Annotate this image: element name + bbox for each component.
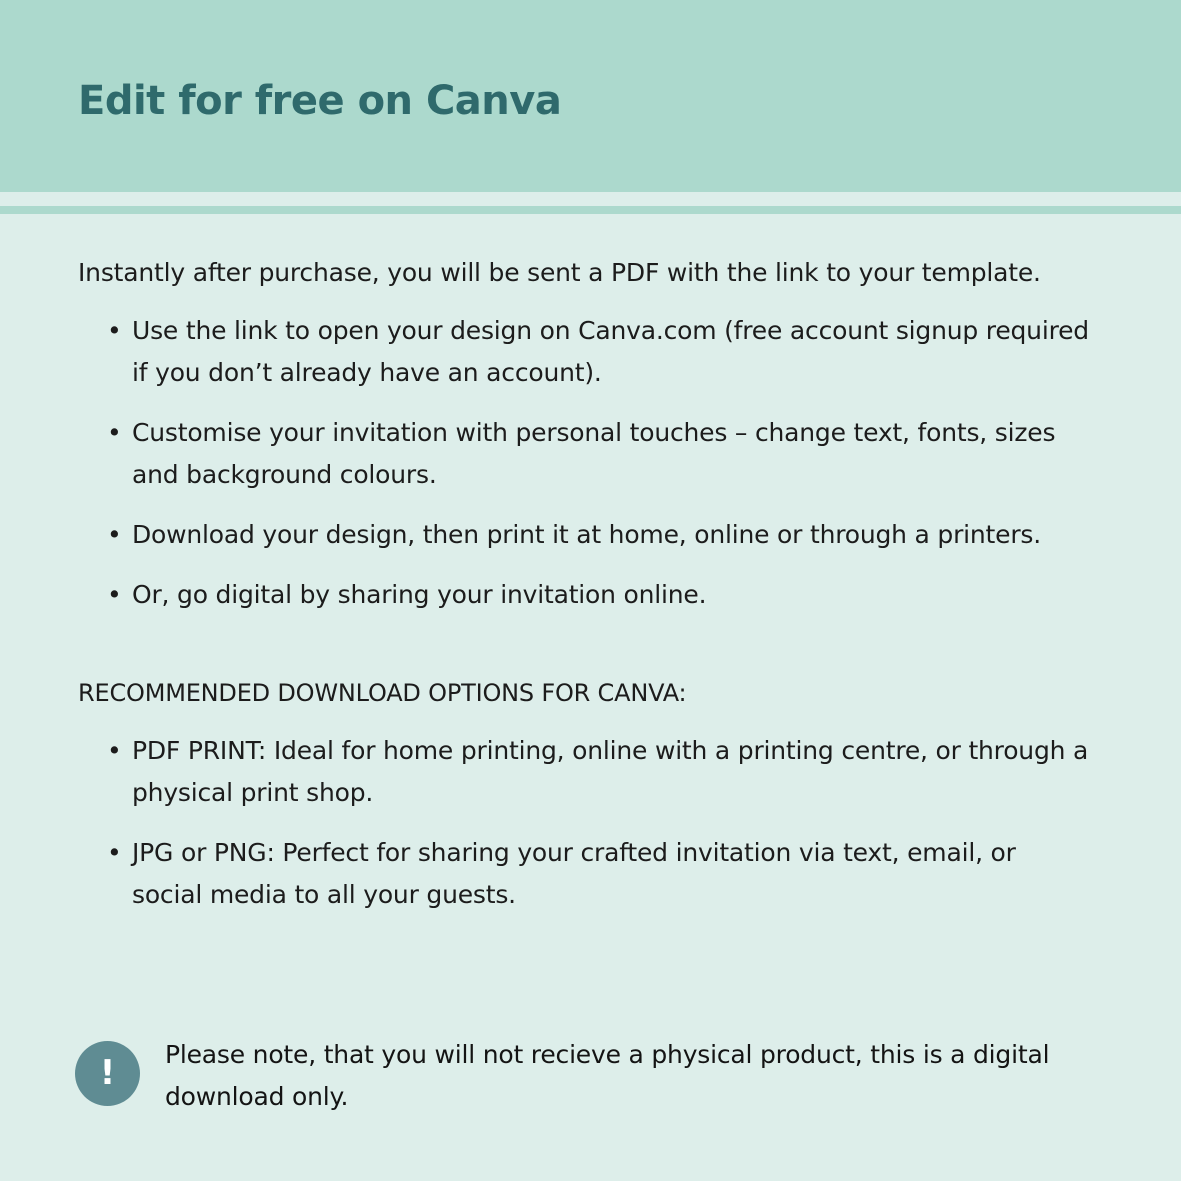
intro-text: Instantly after purchase, you will be sent a PDF with the link to your template. — [78, 258, 1041, 287]
list-item-text: PDF PRINT: Ideal for home printing, online with a printing centre, or through a physical print shop. — [132, 736, 1089, 807]
bullet-icon: • — [107, 838, 122, 867]
list-item — [78, 832, 1092, 916]
bullet-icon: • — [107, 316, 122, 345]
download-options-heading: RECOMMENDED DOWNLOAD OPTIONS FOR CANVA: — [78, 679, 687, 707]
main-content — [78, 252, 1138, 934]
header-divider-stripe — [0, 206, 1181, 214]
bullet-icon: • — [107, 418, 122, 447]
bullet-icon: • — [107, 736, 122, 765]
list-item — [78, 310, 1092, 394]
bullet-icon: • — [107, 520, 122, 549]
list-item — [78, 514, 1092, 556]
download-options-list — [78, 730, 1138, 916]
page-title: Edit for free on Canva — [78, 78, 562, 124]
exclamation-icon: ! — [75, 1041, 140, 1106]
list-item — [78, 574, 1092, 616]
notice-text: Please note, that you will not recieve a physical product, this is a digital download only. — [165, 1040, 1050, 1111]
list-item-text: Use the link to open your design on Canva.com (free account signup required if you don’t already have an account). — [132, 316, 1089, 387]
steps-list — [78, 310, 1138, 616]
list-item-text: Or, go digital by sharing your invitation online. — [132, 580, 707, 609]
list-item-text: Download your design, then print it at home, online or through a printers. — [132, 520, 1041, 549]
list-item-text: Customise your invitation with personal touches – change text, fonts, sizes and background colours. — [132, 418, 1056, 489]
header-banner — [0, 0, 1181, 192]
list-item-text: JPG or PNG: Perfect for sharing your crafted invitation via text, email, or social media to all your guests. — [132, 838, 1016, 909]
list-item — [78, 412, 1092, 496]
bullet-icon: • — [107, 580, 122, 609]
list-item — [78, 730, 1092, 814]
